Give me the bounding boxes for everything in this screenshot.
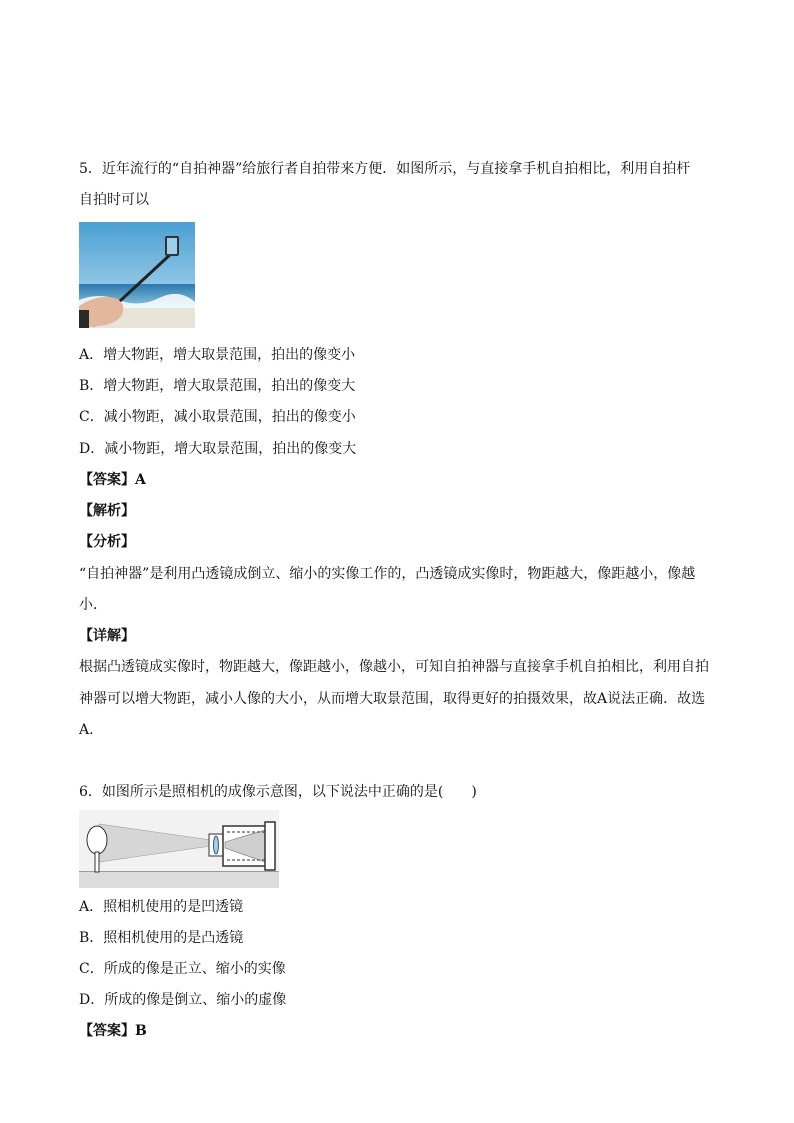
q5-option-d: D．减小物距，增大取景范围，拍出的像变大 <box>79 441 357 457</box>
camera-diagram-image <box>79 810 279 888</box>
q5-stem-line2: 自拍时可以 <box>79 192 149 208</box>
q5-detail-line3: A. <box>79 722 94 738</box>
q5-option-c: C．减小物距，减小取景范围，拍出的像变小 <box>79 409 356 425</box>
q5-answer: 【答案】A <box>79 472 146 488</box>
q6-option-d: D．所成的像是倒立、缩小的虚像 <box>79 992 287 1008</box>
q5-option-b: B．增大物距，增大取景范围，拍出的像变大 <box>79 378 356 394</box>
q5-fenxi-label: 【分析】 <box>79 534 135 550</box>
q5-detail-label: 【详解】 <box>79 628 135 644</box>
q6-option-c: C．所成的像是正立、缩小的实像 <box>79 961 286 977</box>
q5-fenxi-line2: 小． <box>79 597 107 613</box>
q5-analysis-label: 【解析】 <box>79 503 135 519</box>
q5-option-a: A．增大物距，增大取景范围，拍出的像变小 <box>79 347 356 363</box>
q5-detail-line2: 神器可以增大物距，减小人像的大小，从而增大取景范围，取得更好的拍摄效果，故A说法正确．故选 <box>79 691 706 707</box>
q6-option-b: B．照相机使用的是凸透镜 <box>79 930 244 946</box>
q6-stem: 6．如图所示是照相机的成像示意图，以下说法中正确的是( ) <box>79 784 477 800</box>
q5-fenxi-line1: “自拍神器”是利用凸透镜成倒立、缩小的实像工作的，凸透镜成实像时，物距越大，像距越小，像越 <box>79 566 696 582</box>
q6-option-a: A．照相机使用的是凹透镜 <box>79 899 244 915</box>
selfie-stick-image <box>79 222 195 328</box>
q6-answer: 【答案】B <box>79 1023 147 1039</box>
q5-detail-line1: 根据凸透镜成实像时，物距越大，像距越小，像越小，可知自拍神器与直接拿手机自拍相比，利用自拍 <box>79 659 709 675</box>
q5-stem-line1: 5．近年流行的“自拍神器”给旅行者自拍带来方便．如图所示，与直接拿手机自拍相比，利用自拍杆 <box>79 161 691 177</box>
